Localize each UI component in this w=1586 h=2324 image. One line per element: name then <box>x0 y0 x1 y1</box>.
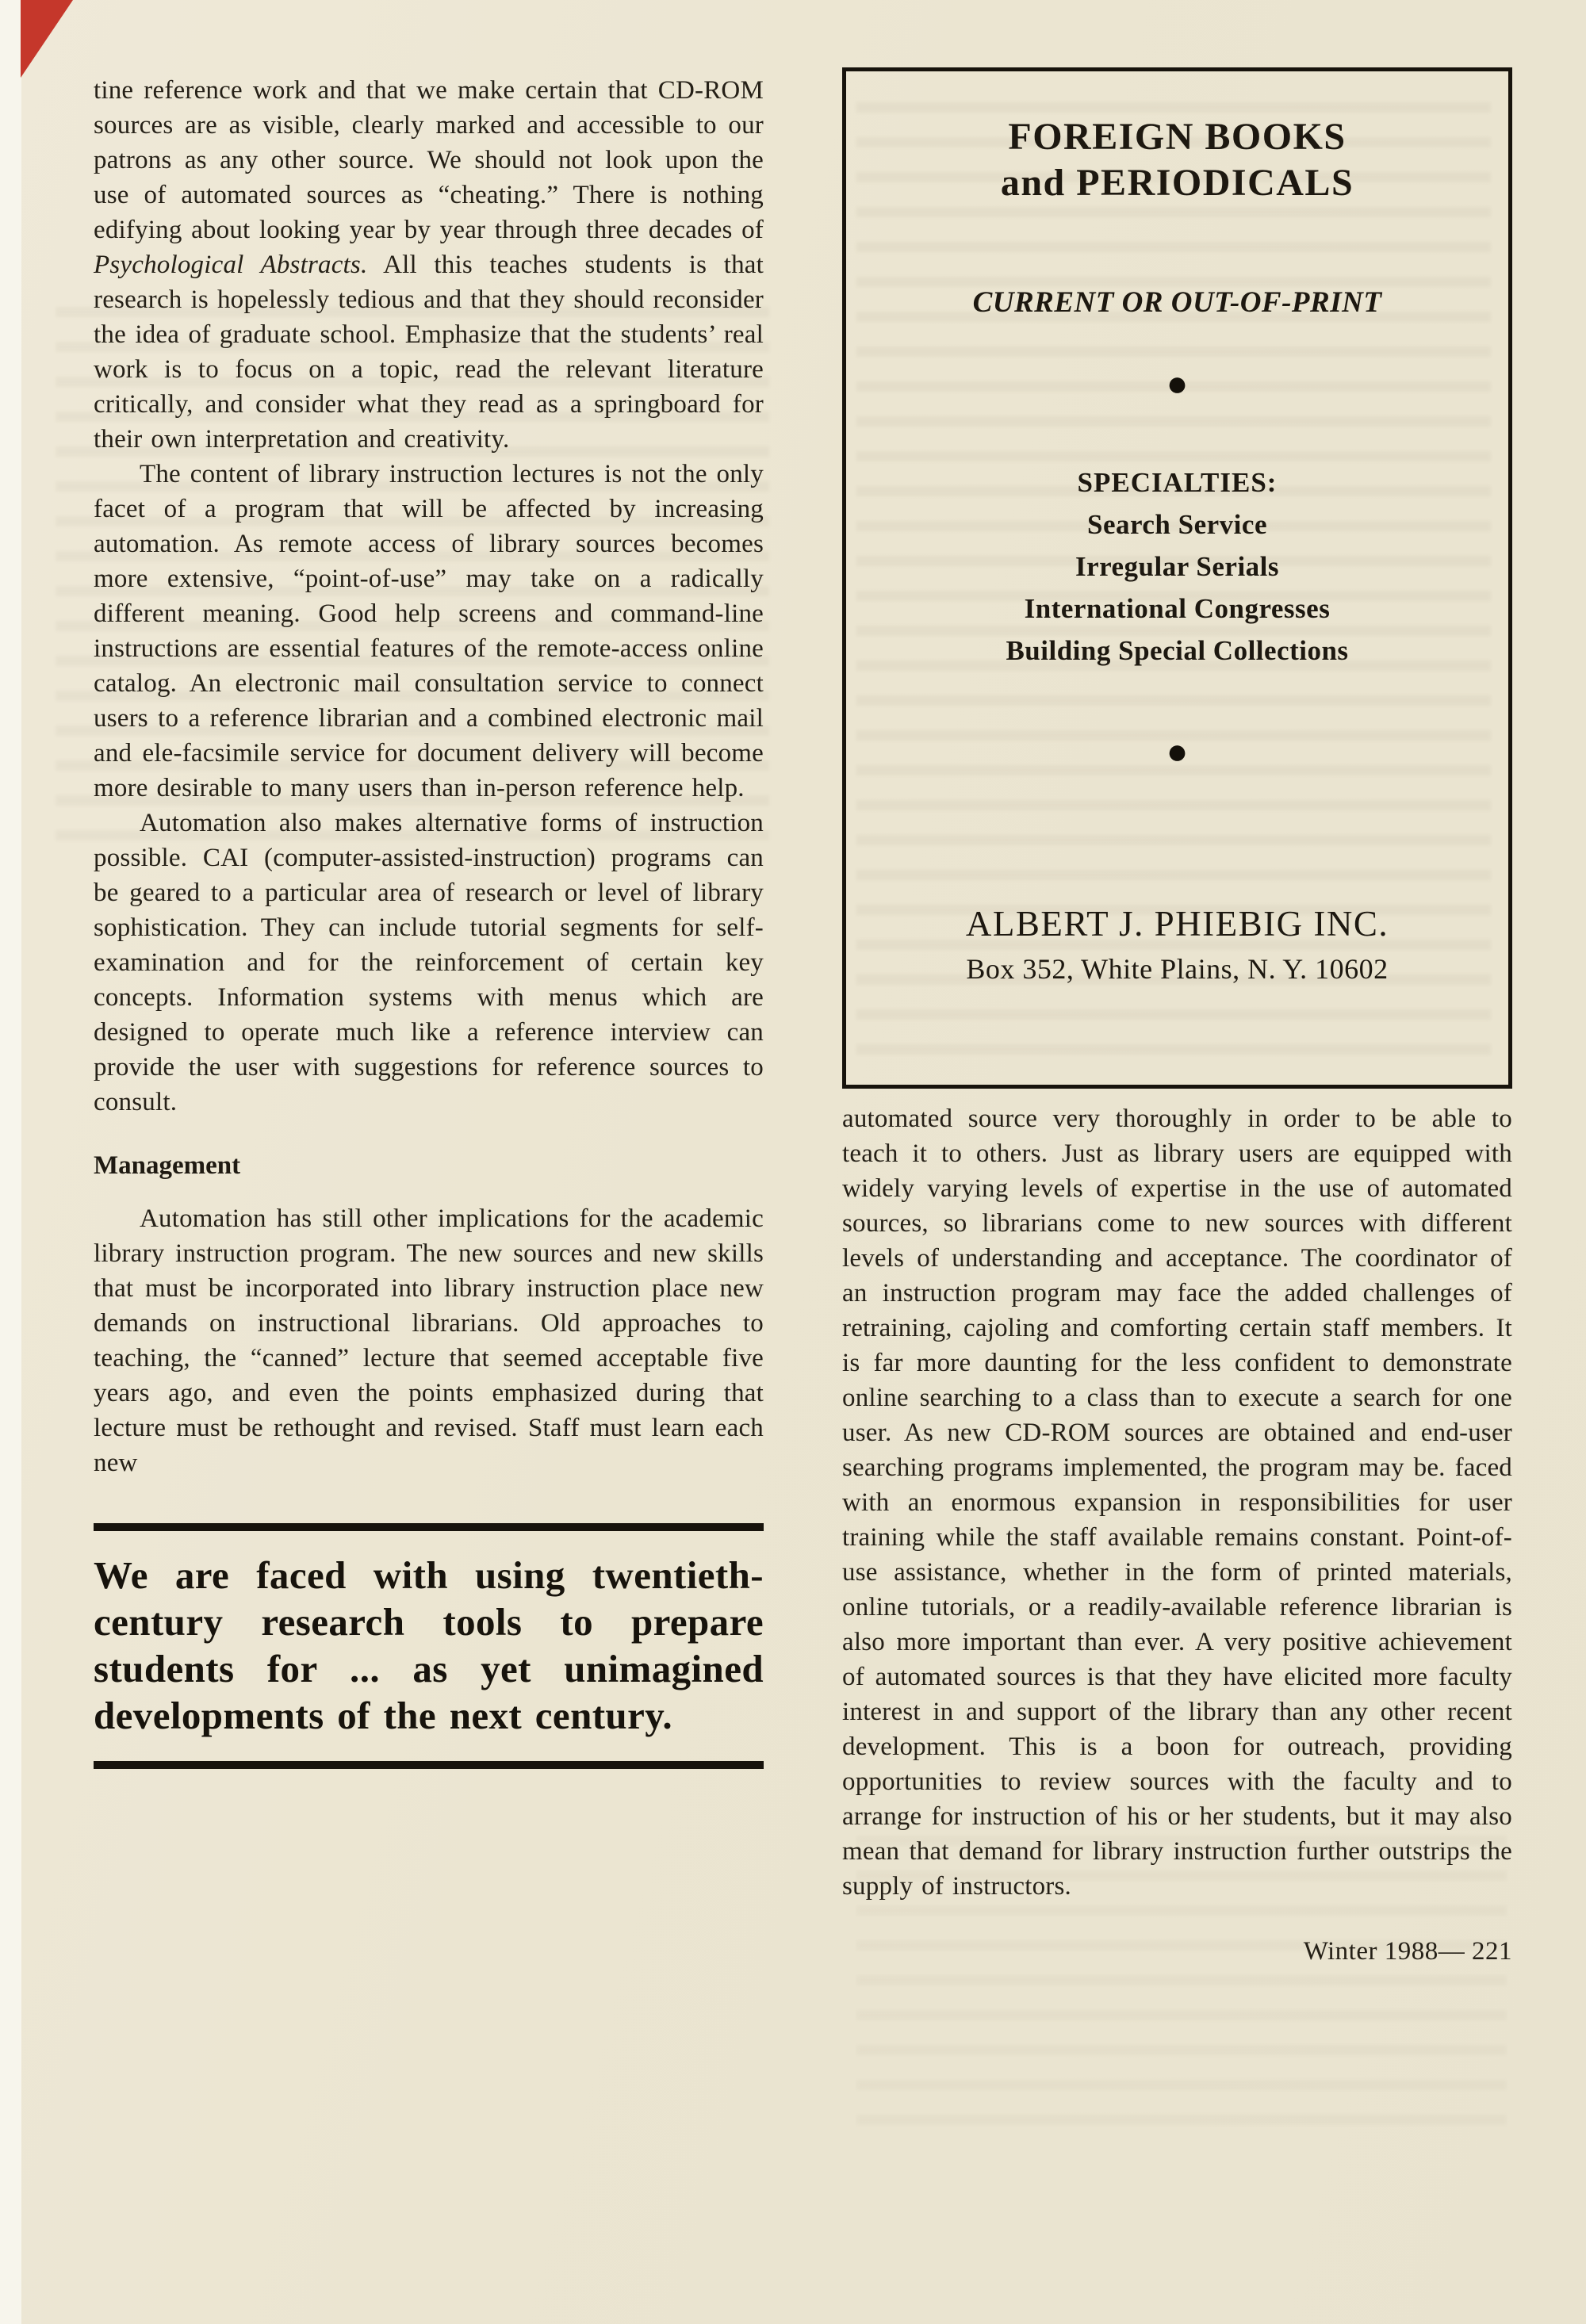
paragraph: Automation also makes alternative forms of instruction possible. CAI (computer-assisted-instruction) programs can be geared to a particular area of research or level of library sophistication. They can include tutorial segments for self-examination and for the reinforcement of certain key concepts. Information systems with menus which are designed to operate much like a reference interview can provide the user with suggestions for reference sources to consult. <box>94 809 764 1116</box>
ad-specialty-item: Building Special Collections <box>1006 635 1349 666</box>
paragraph: automated source very thoroughly in order to be able to teach it to others. Just as library users are equipped with widely varying levels of expertise in the use of automated sources, so librarians come to new sources with different levels of understanding and acceptance. The coordinator of an instruction program may face the added challenges of retraining, cajoling and comforting certain staff members. It is far more daunting for the less confident to demonstrate online searching to a class than to execute a search for one user. As new CD-ROM sources are obtained and end-user searching programs implemented, the program may be. faced with an enormous expansion in responsibilities for user training while the staff available remains constant. Point-of-use assistance, whether in the form of printed materials, online tutorials, or a readily-available reference librarian is also more important than ever. A very positive achievement of automated sources is that they have elicited more faculty interest in and support of the library than any other recent development. This is a boon for outreach, providing opportunities to review sources with the faculty and to arrange for instruction of his or her students, but it may also mean that demand for library instruction further outstrips the supply of instructors. <box>842 1105 1512 1901</box>
ad-specialty-item: Irregular Serials <box>1075 551 1280 582</box>
page-left-edge <box>0 0 21 2324</box>
paragraph-text: tine reference work and that we make certain that CD-ROM sources are as visible, clearly marked and accessible to our patrons as any other source. We should not look upon the use of automated sources as “cheating.” There is nothing edifying about looking year by year through three decades of <box>94 76 764 244</box>
ad-company-address: Box 352, White Plains, N. Y. 10602 <box>966 953 1389 985</box>
pull-quote <box>94 1523 764 1769</box>
ad-title-line2: and PERIODICALS <box>1000 162 1354 204</box>
section-heading: Management <box>94 1151 241 1180</box>
italic-publication-title: Psychological Abstracts. <box>94 251 368 279</box>
ad-specialty-item: International Congresses <box>1024 593 1331 624</box>
bullet-icon: ● <box>1166 731 1189 771</box>
ad-title-line1: FOREIGN BOOKS <box>1008 116 1347 158</box>
red-corner-mark <box>21 0 73 78</box>
bullet-icon: ● <box>1166 363 1189 404</box>
ad-company-name: ALBERT J. PHIEBIG INC. <box>965 904 1389 944</box>
ad-subtitle: CURRENT OR OUT-OF-PRINT <box>972 286 1382 319</box>
ad-specialties-label: SPECIALTIES: <box>1077 467 1278 498</box>
ad-specialty-item: Search Service <box>1087 509 1267 540</box>
paragraph: The content of library instruction lectures is not the only facet of a program that will be affected by increasing automation. As remote access of library sources becomes more extensive, “point-of-use” may take on a radically different meaning. Good help screens and command-line instructions are essential features of the remote-access online catalog. An electronic mail consultation service to connect users to a reference librarian and a combined electronic mail and ele-facsimile service for document delivery will become more desirable to many users than in-person reference help. <box>94 460 764 802</box>
paragraph-text: All this teaches students is that research is hopelessly tedious and that they should reconsider the idea of graduate school. Emphasize that the students’ real work is to focus on a topic, read the relevant literature critically, and consider what they read as a springboard for their own interpretation and creativity. <box>94 251 764 454</box>
page-footer: Winter 1988— 221 <box>1303 1937 1512 1966</box>
paragraph <box>94 73 764 457</box>
advertisement-foreign-books <box>842 67 1512 1089</box>
ad-title <box>867 114 1488 206</box>
pull-quote-text: We are faced with using twentieth-century research tools to prepare students for ... as yet unimagined developments of the next century. <box>94 1553 764 1737</box>
left-column <box>94 73 764 1769</box>
right-column <box>842 67 1512 1966</box>
paragraph: Automation has still other implications for the academic library instruction program. The new sources and new skills that must be incorporated into library instruction place new demands on instructional librarians. Old approaches to teaching, the “canned” lecture that seemed acceptable five years ago, and even the points emphasized during that lecture must be rethought and revised. Staff must learn each new <box>94 1204 764 1477</box>
